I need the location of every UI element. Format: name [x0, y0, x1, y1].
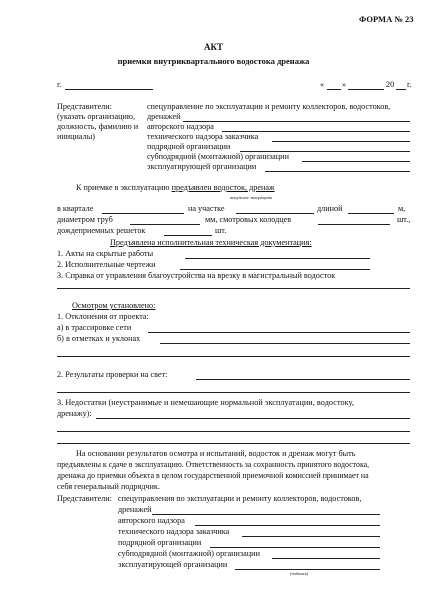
doc-item-3: 3. Справка от управления благоустройства на врезку в магистральный водосток [57, 271, 336, 280]
rep-label-line-3: должность, фамилию и [57, 122, 139, 131]
rep-line-author: авторского надзора [147, 122, 214, 131]
rep-bottom-subcontractor-field [272, 558, 380, 559]
inspection-item-2-field [196, 379, 410, 380]
doc-item-1-field [185, 258, 370, 259]
inspection-item-1a: а) в трассировке сети [57, 323, 132, 332]
date-close-quote: » [342, 80, 347, 89]
length-field [348, 213, 394, 214]
inspection-item-1b: б) в отметках и уклонах [57, 334, 141, 343]
conclusion-line-2: предъявлены к сдаче в эксплуатацию. Ответственность за сохранность принятого водостока, [57, 460, 370, 469]
grates-label: дождеприемных решеток [57, 226, 146, 235]
rep-line-operator: эксплуатирующей организации [147, 162, 257, 171]
rep-line-drainage: дренажей [147, 112, 181, 121]
inspection-item-2: 2. Результаты проверки на свет: [57, 370, 168, 379]
grates-field [164, 235, 212, 236]
document-title: АКТ [203, 42, 224, 52]
on-street-field [236, 213, 314, 214]
unit-pcs-2: шт. [215, 226, 227, 235]
doc-item-2: 2. Исполнительные чертежи [57, 260, 156, 269]
conclusion-line-4: себя генеральный подрядчик. [57, 482, 160, 491]
rep-label-line-4: инициалы) [57, 132, 95, 141]
diameter-label: диаметром труб [57, 215, 113, 224]
unit-mm-label: мм, смотровых колодцев [205, 215, 292, 224]
conclusion-line-1: На основании результатов осмотра и испытаний, водосток и дренаж могут быть [76, 449, 356, 458]
rep-bottom-line-drainage: дренажей [118, 505, 152, 514]
inspection-item-2-blank [57, 392, 410, 393]
inspection-item-3-blank-2 [57, 443, 410, 444]
rep-label-line-1: Представители: [57, 102, 112, 111]
unit-m: м, [398, 204, 406, 213]
rep-bottom-line-subcontractor: субподрядной (монтажной) организации [118, 549, 260, 558]
rep-bottom-line-author: авторского надзора [118, 516, 185, 525]
on-street-label: на участке [188, 204, 225, 213]
signature-note: (подпись) [290, 571, 309, 576]
inspection-item-1a-field [148, 332, 410, 333]
document-subtitle: приемки внутриквартального водостока дренажа [117, 56, 310, 66]
inspection-item-3-field [96, 418, 410, 419]
rep-line-operator-field [265, 171, 410, 172]
doc-item-1: 1. Акты на скрытые работы [57, 249, 154, 258]
rep-line-tech: технического надзора заказчика [147, 132, 259, 141]
rep-bottom-line-operator: эксплуатирующей организации [118, 560, 228, 569]
rep-line-special: спецуправление по эксплуатации и ремонту коллекторов, водостоков, [147, 102, 391, 111]
doc-item-2-field [180, 269, 370, 270]
intro-text [76, 183, 275, 193]
date-day-line [327, 89, 341, 90]
inspection-item-1: 1. Отклонения от проекта: [57, 312, 149, 321]
intro-note: ненужное зачеркнуть [230, 195, 273, 200]
conclusion-line-3: дренажа до приемки объекта в целом государственной приемочной комиссией принимает на [57, 471, 369, 480]
form-number: ФОРМА № 23 [359, 14, 414, 24]
date-year-prefix: 20 [386, 80, 395, 89]
inspection-item-3-line-1: 3. Недостатки (неустранимые и немешающие нормальной эксплуатации, водостоку, [57, 398, 354, 407]
rep-bottom-author-field [195, 525, 380, 526]
doc-item-3-field [57, 288, 410, 289]
unit-pcs: шт., [397, 215, 411, 224]
inspection-item-3-blank-1 [57, 431, 410, 432]
in-quarter-label: в квартале [57, 204, 94, 213]
wells-field [318, 224, 390, 225]
intro-prefix: К приемке в эксплуатацию [76, 183, 170, 192]
intro-underlined: предъявлен водосток, дренаж [171, 183, 275, 192]
rep-bottom-label: Представители: [57, 494, 112, 503]
rep-line-subcontractor-field [302, 161, 410, 162]
rep-line-subcontractor: субподрядной (монтажной) организации [147, 152, 289, 161]
rep-line-tech-field [272, 141, 410, 142]
diameter-field [130, 224, 200, 225]
inspection-item-1b-field [160, 343, 410, 344]
inspection-heading: Осмотром установлено: [72, 301, 156, 310]
inspection-blank-line [57, 356, 410, 357]
rep-bottom-line-tech: технического надзора заказчика [118, 527, 230, 536]
length-label: длиной [317, 204, 343, 213]
rep-bottom-tech-field [242, 536, 380, 537]
rep-line-contractor: подрядной организации [147, 142, 231, 151]
date-year-line [396, 89, 406, 90]
rep-line-drainage-field [183, 121, 410, 122]
date-month-line [348, 89, 384, 90]
date-open-quote: « [320, 80, 325, 89]
documentation-heading: Предъявлена исполнительная техническая документация: [110, 238, 312, 247]
rep-bottom-contractor-field [210, 547, 380, 548]
rep-bottom-line-contractor: подрядной организации [118, 538, 202, 547]
rep-label-line-2: (указать организацию, [57, 112, 136, 121]
rep-bottom-drainage-field [152, 514, 380, 515]
rep-bottom-operator-field [235, 569, 380, 570]
city-prefix: г. [57, 80, 62, 89]
date-year-suffix: г. [407, 80, 412, 89]
rep-bottom-line-special: спецуправления по эксплуатации и ремонту коллекторов, водостоков, [118, 494, 362, 503]
inspection-item-3-line-2: дренажу): [57, 409, 92, 418]
in-quarter-field [102, 213, 184, 214]
city-line [65, 89, 153, 90]
